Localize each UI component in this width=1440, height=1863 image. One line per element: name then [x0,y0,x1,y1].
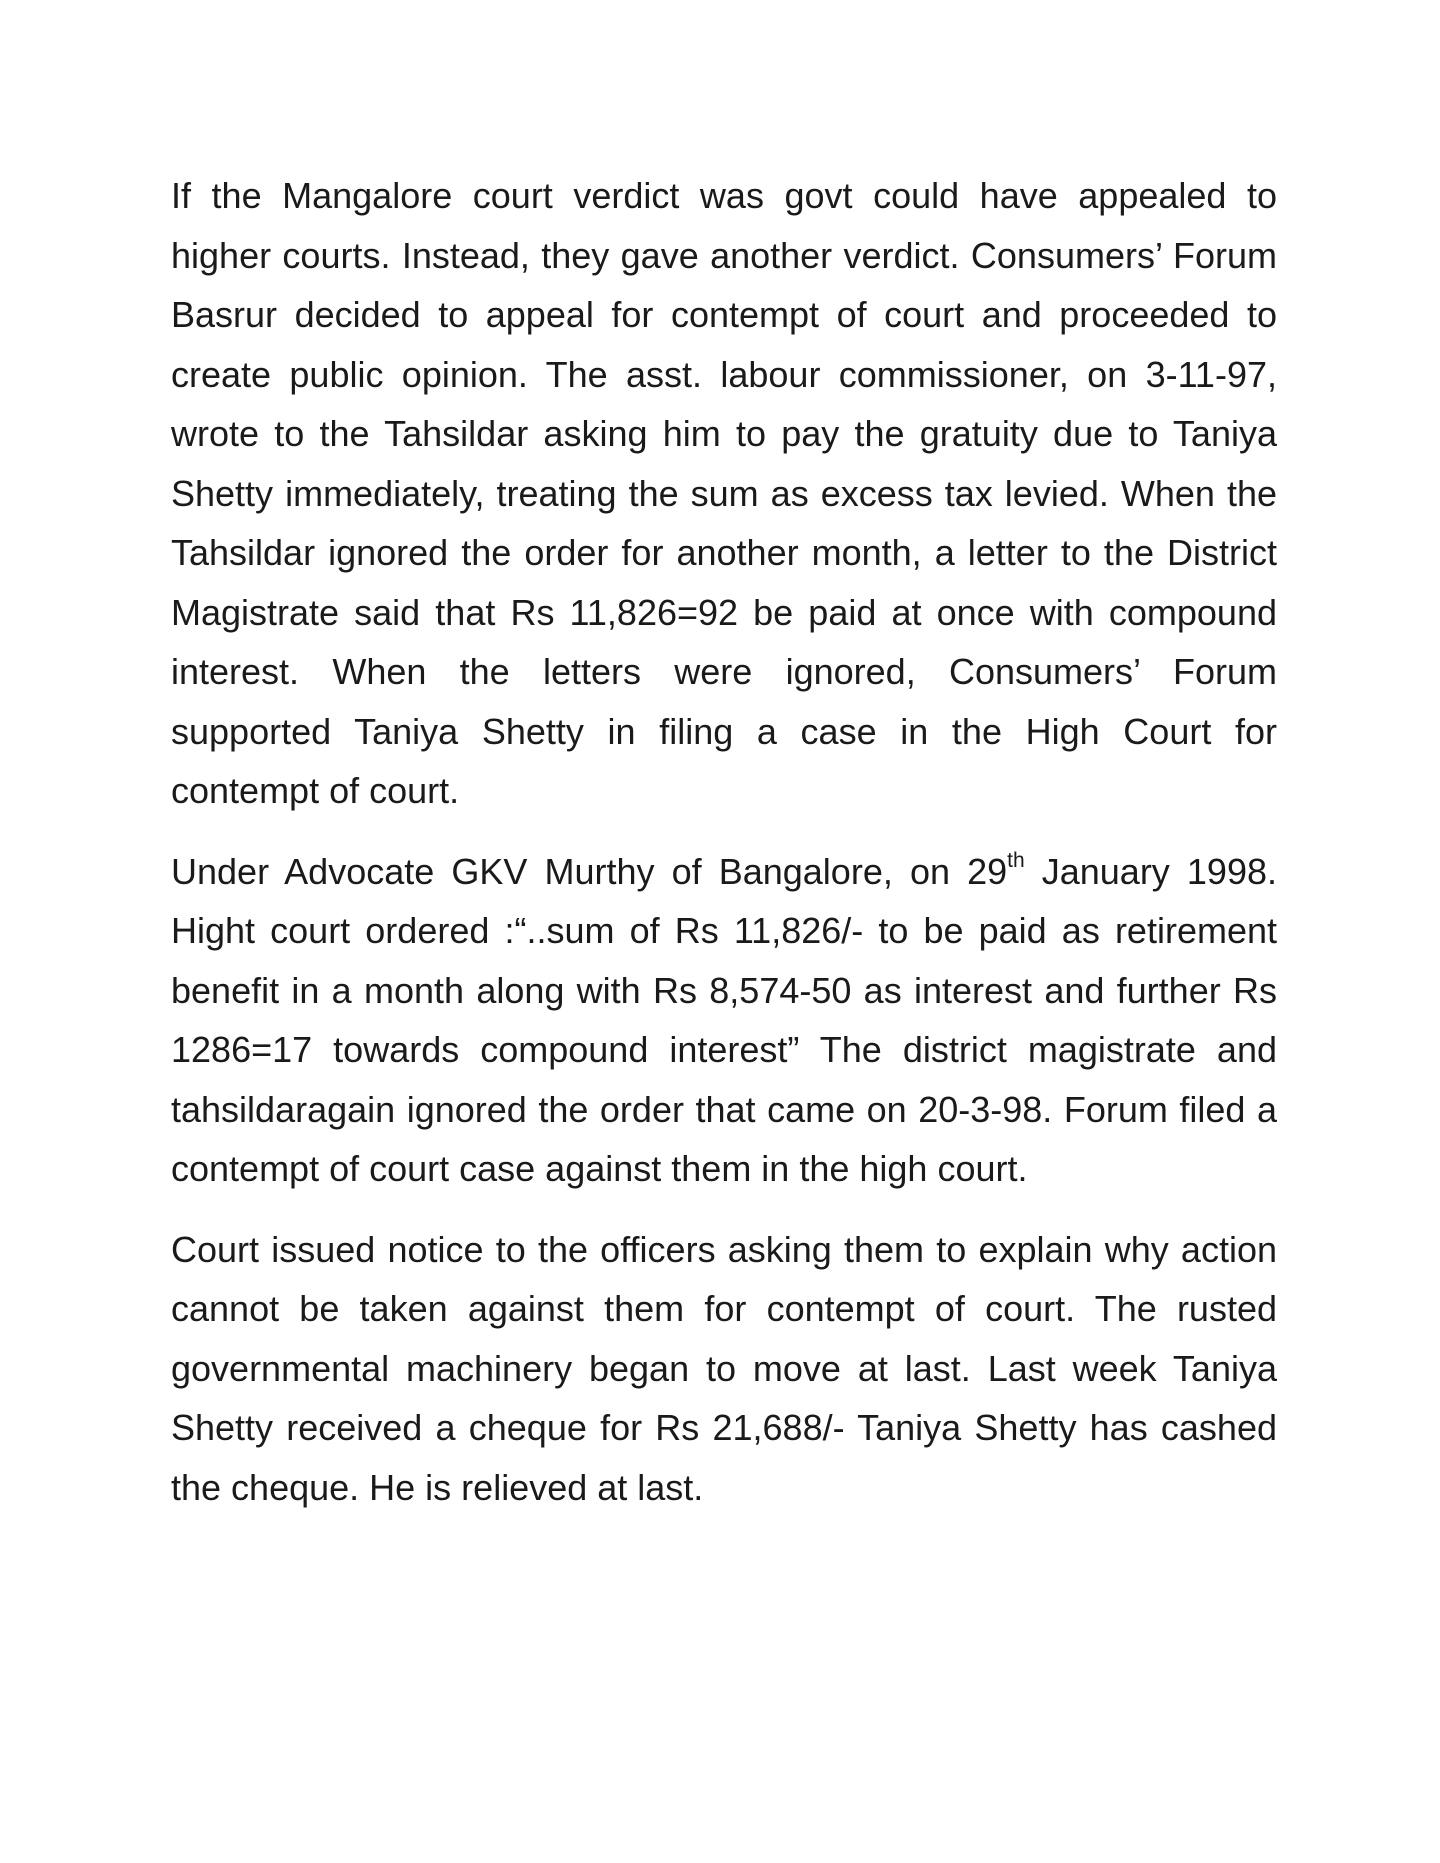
document-body [171,166,1277,1538]
paragraph-2-text-start: Under Advocate GKV Murthy of Bangalore, on 29 [171,850,1008,892]
paragraph-1: If the Mangalore court verdict was govt could have appealed to higher courts. Instead, they gave another verdict. Consumers’ Forum Basrur decided to appeal for contempt of court and proceeded to create public opinion. The asst. labour commissioner, on 3-11-97, wrote to the Tahsildar asking him to pay the gratuity due to Taniya Shetty immediately, treating the sum as excess tax levied. When the Tahsildar ignored the order for another month, a letter to the District Magistrate said that Rs 11,826=92 be paid at once with compound interest. When the letters were ignored, Consumers’ Forum supported Taniya Shetty in filing a case in the High Court for contempt of court. [171,175,1277,811]
paragraph-3: Court issued notice to the officers asking them to explain why action cannot be taken against them for contempt of court. The rusted governmental machinery began to move at last. Last week Taniya Shetty received a cheque for Rs 21,688/- Taniya Shetty has cashed the cheque. He is relieved at last. [171,1228,1277,1508]
ordinal-superscript: th [1007,848,1025,872]
paragraph-2-text-end: January 1998. Hight court ordered :“..sum of Rs 11,826/- to be paid as retirement benefit in a month along with Rs 8,574-50 as interest and further Rs 1286=17 towards compound interest” The district magistrate and tahsildaragain ignored the order that came on 20-3-98. Forum filed a contempt of court case against them in the high court. [171,850,1277,1189]
paragraph-2 [171,842,1277,1199]
